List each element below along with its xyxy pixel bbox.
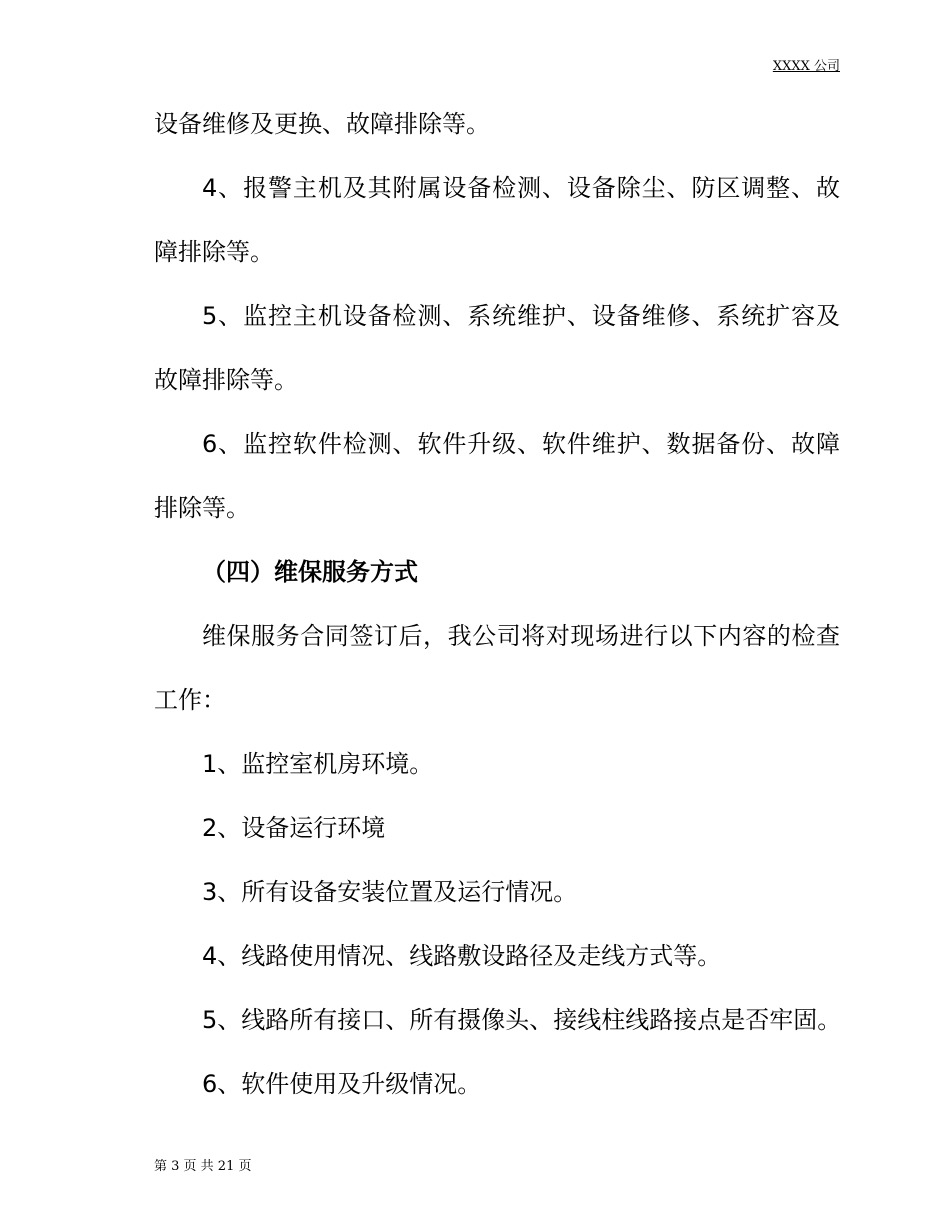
- paragraph-item-4-line-1: 4、报警主机及其附属设备检测、设备除尘、防区调整、故: [202, 174, 840, 202]
- paragraph-item-4-line-2: 障排除等。: [154, 238, 274, 266]
- header-company-name: XXXX 公司: [772, 59, 840, 74]
- document-body: [154, 92, 840, 1116]
- checklist-item-5: 5、线路所有接口、所有摄像头、接线柱线路接点是否牢固。: [202, 1006, 842, 1034]
- paragraph-item-6-line-2: 排除等。: [154, 494, 250, 522]
- page-number-footer: 第 3 页 共 21 页: [154, 1159, 252, 1174]
- intro-paragraph-line-1: 维保服务合同签订后，我公司将对现场进行以下内容的检查: [202, 622, 840, 650]
- intro-paragraph-line-2: 工作：: [154, 686, 226, 714]
- paragraph-item-6-line-1: 6、监控软件检测、软件升级、软件维护、数据备份、故障: [202, 430, 840, 458]
- checklist-item-3: 3、所有设备安装位置及运行情况。: [202, 878, 578, 906]
- paragraph-item-5-line-2: 故障排除等。: [154, 366, 298, 394]
- checklist-item-2: 2、设备运行环境: [202, 814, 386, 842]
- paragraph-continuation: 设备维修及更换、故障排除等。: [154, 110, 490, 138]
- checklist-item-1: 1、监控室机房环境。: [202, 750, 434, 778]
- checklist-item-6: 6、软件使用及升级情况。: [202, 1070, 482, 1098]
- section-heading: （四）维保服务方式: [202, 558, 418, 586]
- paragraph-item-5-line-1: 5、监控主机设备检测、系统维护、设备维修、系统扩容及: [202, 302, 840, 330]
- checklist-item-4: 4、线路使用情况、线路敷设路径及走线方式等。: [202, 942, 722, 970]
